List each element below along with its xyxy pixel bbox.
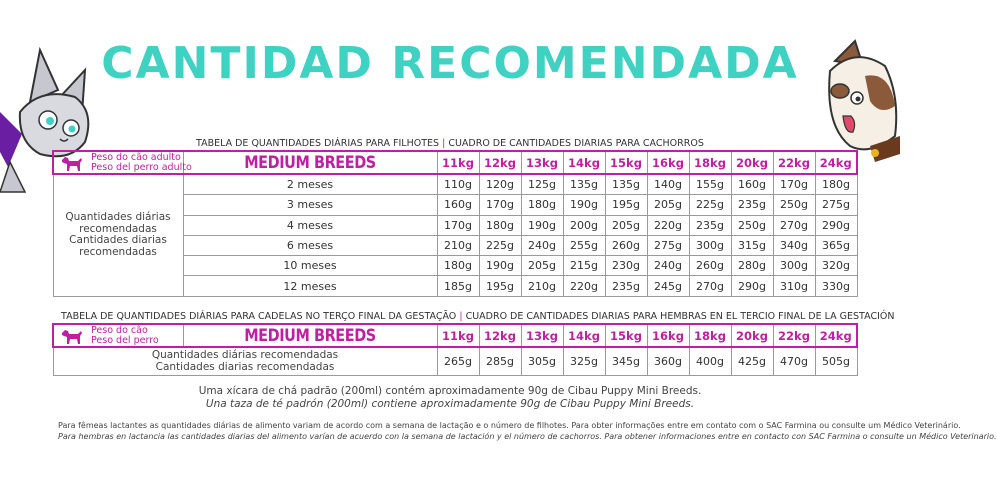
table2-weight-header: 13kg <box>521 324 563 347</box>
quantity-cell: 225g <box>479 235 521 255</box>
table1-weight-header: 18kg <box>689 151 731 174</box>
age-cell: 12 meses <box>183 276 437 296</box>
quantity-cell: 240g <box>647 256 689 276</box>
dog-silhouette-icon <box>60 154 84 172</box>
quantity-cell: 365g <box>815 235 857 255</box>
table2-weight-label-pt: Peso do cão <box>91 324 148 336</box>
quantity-cell: 180g <box>815 174 857 195</box>
quantity-cell: 250g <box>731 215 773 235</box>
table2-weight-header: 24kg <box>815 324 857 347</box>
table2-caption-pt: TABELA DE QUANTIDADES DIÁRIAS PARA CADELAS NO TERÇO FINAL DA GESTAÇÃO <box>61 311 457 322</box>
quantity-cell: 125g <box>521 174 563 195</box>
quantity-cell: 235g <box>731 195 773 215</box>
quantity-cell: 170g <box>437 215 479 235</box>
table1-caption-separator: | <box>442 138 446 149</box>
quantity-cell: 275g <box>647 235 689 255</box>
table2-weight-label <box>53 324 183 347</box>
quantity-cell: 160g <box>437 195 479 215</box>
quantity-cell: 180g <box>437 256 479 276</box>
quantity-cell: 205g <box>605 215 647 235</box>
quantity-cell: 235g <box>605 276 647 296</box>
table1-caption-pt: TABELA DE QUANTIDADES DIÁRIAS PARA FILHOTES <box>196 138 440 149</box>
table1-weight-header: 24kg <box>815 151 857 174</box>
quantity-cell: 315g <box>731 235 773 255</box>
table2-row-label: Quantidades diárias recomendadas Cantidades diarias recomendadas <box>53 347 437 376</box>
table1-weight-label <box>53 151 192 174</box>
quantity-cell: 190g <box>563 195 605 215</box>
table2-weight-header: 22kg <box>773 324 815 347</box>
table2-caption <box>61 311 894 322</box>
quantity-cell: 290g <box>731 276 773 296</box>
lactation-footer-pt: Para fêmeas lactantes as quantidades diárias de alimento variam de acordo com a semana de lactação e o número de filhotes. Para obter informações entre em contato com o SAC Farmina ou consulte um Médico Veterinário. <box>58 421 961 430</box>
table1-header-row <box>53 151 857 174</box>
quantity-cell: 190g <box>521 215 563 235</box>
quantity-cell: 300g <box>689 235 731 255</box>
quantity-cell: 140g <box>647 174 689 195</box>
table2-caption-separator: | <box>459 311 463 322</box>
puppy-quantities-table <box>52 150 858 297</box>
lactation-footer-es: Para hembras en lactancia las cantidades diarias del alimento varían de acuerdo con la semana de lactación y el número de cachorros. Para obtener informaciones entre en contacto con SAC Farmina o consulte un Médico Veterinario. <box>58 432 997 441</box>
quantity-cell: 245g <box>647 276 689 296</box>
quantity-cell: 160g <box>731 174 773 195</box>
pregnant-quantities-table <box>52 323 858 376</box>
table1-weight-header: 20kg <box>731 151 773 174</box>
table-row <box>53 174 857 195</box>
quantity-cell: 320g <box>815 256 857 276</box>
age-cell: 6 meses <box>183 235 437 255</box>
quantity-cell: 260g <box>605 235 647 255</box>
table1-weight-header: 13kg <box>521 151 563 174</box>
table1-weight-label-pt: Peso do cão adulto <box>91 151 181 163</box>
quantity-cell: 210g <box>437 235 479 255</box>
table2-weight-label-es: Peso del perro <box>91 334 159 346</box>
quantity-cell: 235g <box>689 215 731 235</box>
table2-header-row <box>53 324 857 347</box>
quantity-cell: 505g <box>815 347 857 376</box>
table-row <box>53 347 857 376</box>
quantity-cell: 260g <box>689 256 731 276</box>
table2-weight-header: 20kg <box>731 324 773 347</box>
table2-breed-header: MEDIUM BREEDS <box>202 324 418 347</box>
quantity-cell: 285g <box>479 347 521 376</box>
quantity-cell: 255g <box>563 235 605 255</box>
quantity-cell: 180g <box>479 215 521 235</box>
table1-weight-header: 12kg <box>479 151 521 174</box>
quantity-cell: 400g <box>689 347 731 376</box>
quantity-cell: 195g <box>605 195 647 215</box>
age-cell: 2 meses <box>183 174 437 195</box>
age-cell: 3 meses <box>183 195 437 215</box>
quantity-cell: 250g <box>773 195 815 215</box>
quantity-cell: 290g <box>815 215 857 235</box>
quantity-cell: 220g <box>647 215 689 235</box>
quantity-cell: 425g <box>731 347 773 376</box>
dog-silhouette-icon <box>60 327 84 345</box>
quantity-cell: 225g <box>689 195 731 215</box>
quantity-cell: 360g <box>647 347 689 376</box>
quantity-cell: 265g <box>437 347 479 376</box>
quantity-cell: 210g <box>521 276 563 296</box>
quantity-cell: 270g <box>689 276 731 296</box>
quantity-cell: 205g <box>647 195 689 215</box>
quantity-cell: 170g <box>479 195 521 215</box>
quantity-cell: 300g <box>773 256 815 276</box>
quantity-cell: 185g <box>437 276 479 296</box>
quantity-cell: 170g <box>773 174 815 195</box>
table1-caption-es: CUADRO DE CANTIDADES DIARIAS PARA CACHORROS <box>448 138 704 149</box>
table2-weight-header: 14kg <box>563 324 605 347</box>
quantity-cell: 205g <box>521 256 563 276</box>
quantity-cell: 155g <box>689 174 731 195</box>
age-cell: 10 meses <box>183 256 437 276</box>
quantity-cell: 345g <box>605 347 647 376</box>
cup-note-es: Una taza de té padrón (200ml) contiene aproximadamente 90g de Cibau Puppy Mini Breeds. <box>205 398 695 410</box>
quantity-cell: 220g <box>563 276 605 296</box>
table1-row-label: Quantidades diárias recomendadas Cantidades diarias recomendadas <box>53 174 183 296</box>
quantity-cell: 215g <box>563 256 605 276</box>
table2-weight-header: 11kg <box>437 324 479 347</box>
quantity-cell: 330g <box>815 276 857 296</box>
quantity-cell: 275g <box>815 195 857 215</box>
table1-weight-header: 14kg <box>563 151 605 174</box>
quantity-cell: 195g <box>479 276 521 296</box>
quantity-cell: 180g <box>521 195 563 215</box>
quantity-cell: 325g <box>563 347 605 376</box>
table1-weight-header: 22kg <box>773 151 815 174</box>
quantity-cell: 230g <box>605 256 647 276</box>
quantity-cell: 270g <box>773 215 815 235</box>
table2-weight-header: 18kg <box>689 324 731 347</box>
table1-caption <box>196 138 704 149</box>
age-cell: 4 meses <box>183 215 437 235</box>
table1-weight-header: 15kg <box>605 151 647 174</box>
table1-weight-header: 11kg <box>437 151 479 174</box>
table1-breed-header: MEDIUM BREEDS <box>202 151 418 174</box>
quantity-cell: 470g <box>773 347 815 376</box>
quantity-cell: 200g <box>563 215 605 235</box>
quantity-cell: 280g <box>731 256 773 276</box>
page-title: CANTIDAD RECOMENDADA <box>101 38 799 89</box>
quantity-cell: 110g <box>437 174 479 195</box>
quantity-cell: 190g <box>479 256 521 276</box>
quantity-cell: 135g <box>563 174 605 195</box>
quantity-cell: 305g <box>521 347 563 376</box>
quantity-cell: 135g <box>605 174 647 195</box>
table2-weight-header: 12kg <box>479 324 521 347</box>
cup-note-pt: Uma xícara de chá padrão (200ml) contém aproximadamente 90g de Cibau Puppy Mini Breeds. <box>198 385 702 397</box>
quantity-cell: 120g <box>479 174 521 195</box>
quantity-cell: 240g <box>521 235 563 255</box>
table2-weight-header: 15kg <box>605 324 647 347</box>
table1-weight-header: 16kg <box>647 151 689 174</box>
quantity-cell: 310g <box>773 276 815 296</box>
table1-weight-label-es: Peso del perro adulto <box>91 161 192 173</box>
table2-weight-header: 16kg <box>647 324 689 347</box>
quantity-cell: 340g <box>773 235 815 255</box>
table2-caption-es: CUADRO DE CANTIDADES DIARIAS PARA HEMBRAS EN EL TERCIO FINAL DE LA GESTACIÓN <box>465 311 895 322</box>
